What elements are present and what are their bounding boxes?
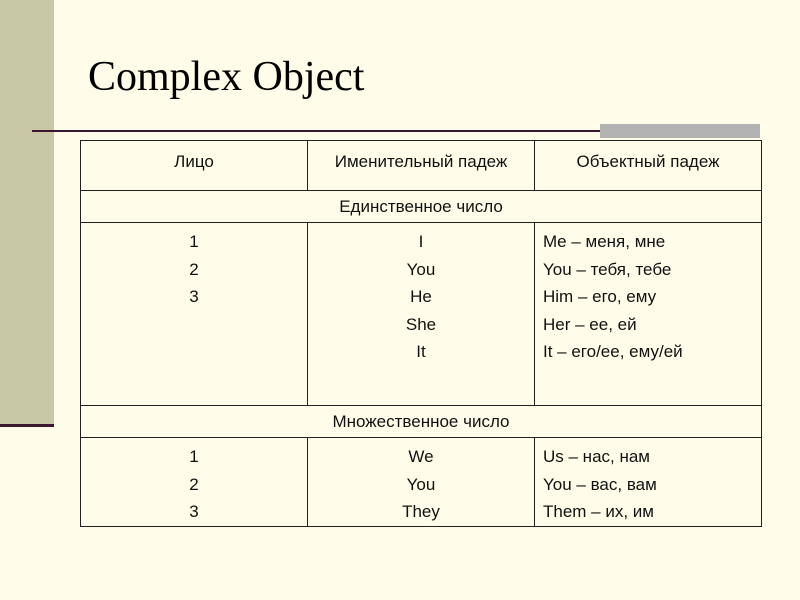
header-objective: Объектный падеж [535, 141, 762, 191]
persons-cell-singular [81, 223, 308, 406]
person-number: 1 [189, 447, 199, 466]
objective-pronoun: It – его/ее, ему/ей [543, 342, 683, 361]
table-header-row [81, 141, 762, 191]
nominative-cell-plural [308, 438, 535, 527]
nominative-pronoun: She [405, 314, 437, 334]
objective-pronoun: Us – нас, нам [543, 447, 650, 466]
person-number: 3 [189, 502, 199, 521]
objective-pronoun: Her – ее, ей [543, 314, 637, 334]
person-number: 3 [189, 287, 199, 306]
nominative-pronoun: You [406, 474, 436, 494]
objective-pronoun: Him – его, ему [543, 287, 657, 306]
section-label-plural: Множественное число [81, 406, 762, 438]
objective-pronoun: You – вас, вам [543, 474, 657, 494]
objective-cell-plural [535, 438, 762, 527]
nominative-pronoun: He [410, 287, 432, 306]
section-row-singular [81, 191, 762, 223]
person-number: 1 [189, 232, 199, 251]
nominative-pronoun: They [402, 502, 440, 521]
header-nominative: Именительный падеж [308, 141, 535, 191]
person-number: 2 [189, 474, 199, 494]
left-accent-bar [0, 0, 54, 426]
title-divider [32, 130, 600, 132]
decorative-grey-block [600, 124, 760, 138]
nominative-pronoun: It [416, 342, 426, 361]
objective-pronoun: Me – меня, мне [543, 232, 666, 251]
persons-cell-plural [81, 438, 308, 527]
person-number: 2 [189, 259, 199, 279]
left-accent-underline [0, 424, 54, 427]
nominative-pronoun: We [408, 447, 434, 466]
table-row-singular [81, 223, 762, 406]
objective-cell-singular [535, 223, 762, 406]
section-row-plural [81, 406, 762, 438]
pronoun-table [80, 140, 762, 527]
table-row-plural [81, 438, 762, 527]
objective-pronoun: Them – их, им [543, 502, 654, 521]
header-person: Лицо [81, 141, 308, 191]
nominative-pronoun: I [418, 232, 424, 251]
slide-title: Complex Object [88, 54, 365, 100]
objective-pronoun: You – тебя, тебе [543, 259, 672, 279]
nominative-pronoun: You [406, 259, 436, 279]
nominative-cell-singular [308, 223, 535, 406]
section-label-singular: Единственное число [81, 191, 762, 223]
